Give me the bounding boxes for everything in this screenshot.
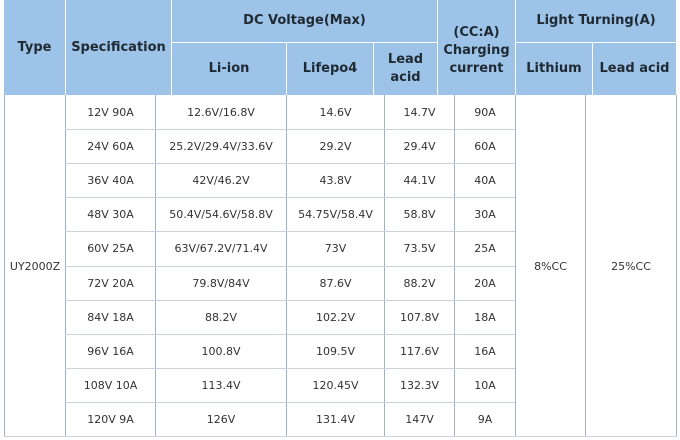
charging-current-cell: 18A xyxy=(474,310,496,324)
spec-cell: 108V 10A xyxy=(83,378,138,392)
lead-acid-cell: 58.8V xyxy=(403,208,436,222)
spec-cell: 84V 18A xyxy=(87,310,134,324)
li-ion-cell: 79.8V/84V xyxy=(192,276,250,290)
lead-acid-cell: 44.1V xyxy=(403,174,436,188)
charging-current-cell: 40A xyxy=(474,174,496,188)
charging-current-cell: 9A xyxy=(477,412,493,426)
li-ion-cell: 42V/46.2V xyxy=(192,174,250,188)
li-ion-cell: 100.8V xyxy=(201,344,241,358)
header-lifepo4: Lifepo4 xyxy=(302,61,358,76)
lifepo4-cell: 54.75V/58.4V xyxy=(298,208,373,222)
lifepo4-cell: 73V xyxy=(324,242,347,256)
header-type: Type xyxy=(17,39,52,55)
header-lithium: Lithium xyxy=(526,61,582,76)
spec-cell: 120V 9A xyxy=(87,412,134,426)
charging-current-cell: 20A xyxy=(474,276,496,290)
charging-current-cell: 90A xyxy=(474,106,496,120)
charging-current-cell: 10A xyxy=(474,378,496,392)
lead-acid-cell: 29.4V xyxy=(403,140,436,154)
lifepo4-cell: 43.8V xyxy=(319,174,352,188)
li-ion-cell: 12.6V/16.8V xyxy=(187,106,255,120)
li-ion-cell: 126V xyxy=(206,412,236,426)
lifepo4-cell: 29.2V xyxy=(319,140,352,154)
lead-acid-cell: 132.3V xyxy=(399,378,439,392)
li-ion-cell: 88.2V xyxy=(204,310,238,324)
li-ion-cell: 50.4V/54.6V/58.8V xyxy=(169,208,273,222)
header-lead-acid-line2: acid xyxy=(390,70,421,85)
lifepo4-cell: 120.45V xyxy=(312,378,359,392)
header-charging-current xyxy=(438,0,515,95)
type-cell: UY2000Z xyxy=(9,259,61,273)
spec-cell: 36V 40A xyxy=(87,174,134,188)
li-ion-cell: 25.2V/29.4V/33.6V xyxy=(169,140,273,154)
header-charging-line2: Charging xyxy=(443,42,510,58)
lead-acid-cell: 107.8V xyxy=(399,310,439,324)
lead-acid-cell: 73.5V xyxy=(403,242,436,256)
spec-cell: 60V 25A xyxy=(87,242,134,256)
lead-acid-cell: 147V xyxy=(405,412,434,426)
spec-cell: 96V 16A xyxy=(87,344,134,358)
lithium-light-turning-cell: 8%CC xyxy=(534,259,567,273)
header-charging-line3: current xyxy=(449,60,504,76)
lead-acid-cell: 88.2V xyxy=(403,276,436,290)
header-dc-voltage: DC Voltage(Max) xyxy=(243,13,366,28)
lifepo4-cell: 102.2V xyxy=(315,310,355,324)
li-ion-cell: 113.4V xyxy=(201,378,241,392)
lead-acid-cell: 117.6V xyxy=(399,344,439,358)
lead-acid-cell: 14.7V xyxy=(403,106,436,120)
header-lead-acid-light: Lead acid xyxy=(599,61,670,76)
lifepo4-cell: 14.6V xyxy=(319,106,352,120)
header-charging-line1: (CC:A) xyxy=(453,24,500,40)
charging-current-cell: 30A xyxy=(474,208,496,222)
lifepo4-cell: 87.6V xyxy=(319,276,352,290)
header-lead-acid-line1: Lead xyxy=(387,52,424,67)
lifepo4-cell: 131.4V xyxy=(315,412,355,426)
charging-current-cell: 60A xyxy=(474,140,496,154)
spec-cell: 24V 60A xyxy=(87,140,134,154)
li-ion-cell: 63V/67.2V/71.4V xyxy=(174,242,268,256)
spec-cell: 12V 90A xyxy=(87,106,134,120)
header-light-turning: Light Turning(A) xyxy=(536,13,656,28)
spec-cell: 72V 20A xyxy=(87,276,134,290)
spec-cell: 48V 30A xyxy=(87,208,134,222)
lead-acid-light-turning-cell: 25%CC xyxy=(611,259,651,273)
header-lead-acid-voltage xyxy=(374,43,437,95)
lifepo4-cell: 109.5V xyxy=(315,344,355,358)
header-specification: Specification xyxy=(71,39,166,55)
charging-current-cell: 16A xyxy=(474,344,496,358)
charging-current-cell: 25A xyxy=(474,242,496,256)
header-li-ion: Li-ion xyxy=(208,61,250,76)
